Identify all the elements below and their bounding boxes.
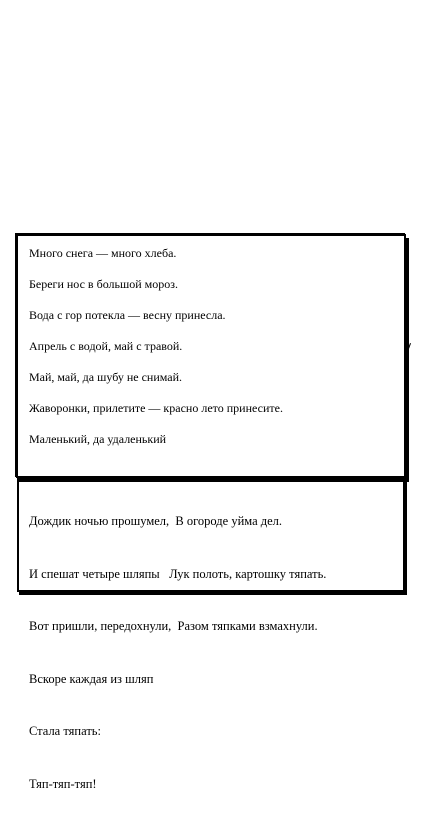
proverb-item: Вода с гор потекла — весну принесла. xyxy=(29,308,226,322)
poem-line: Тяп-тяп-тяп! xyxy=(29,776,97,791)
proverb-item: Береги нос в большой мороз. xyxy=(29,277,179,291)
proverb-item: Маленький, да удаленький xyxy=(29,432,167,446)
poem-line: И спешат четыре шляпы Лук полоть, картошку тяпать. xyxy=(29,566,327,581)
stray-mark xyxy=(408,343,411,349)
poem-box xyxy=(17,478,405,791)
poem-line: Вот пришли, передохнули, Разом тяпками взмахнули. xyxy=(29,619,318,633)
proverbs-list xyxy=(29,246,398,463)
proverb-item: Жаворонки, прилетите — красно лето принесите. xyxy=(29,401,283,415)
proverbs-box xyxy=(16,234,406,478)
poem-line: Дождик ночью прошумел, В огороде уйма дел. xyxy=(29,514,283,528)
proverb-item: Апрель с водой, май с травой. xyxy=(29,339,183,353)
poem-line: Вскоре каждая из шляп xyxy=(29,671,154,686)
proverb-item: Май, май, да шубу не снимай. xyxy=(29,370,183,384)
poem-line: Стала тяпать: xyxy=(29,724,101,738)
poem-text xyxy=(29,478,397,828)
proverb-item: Много снега — много хлеба. xyxy=(29,246,177,260)
